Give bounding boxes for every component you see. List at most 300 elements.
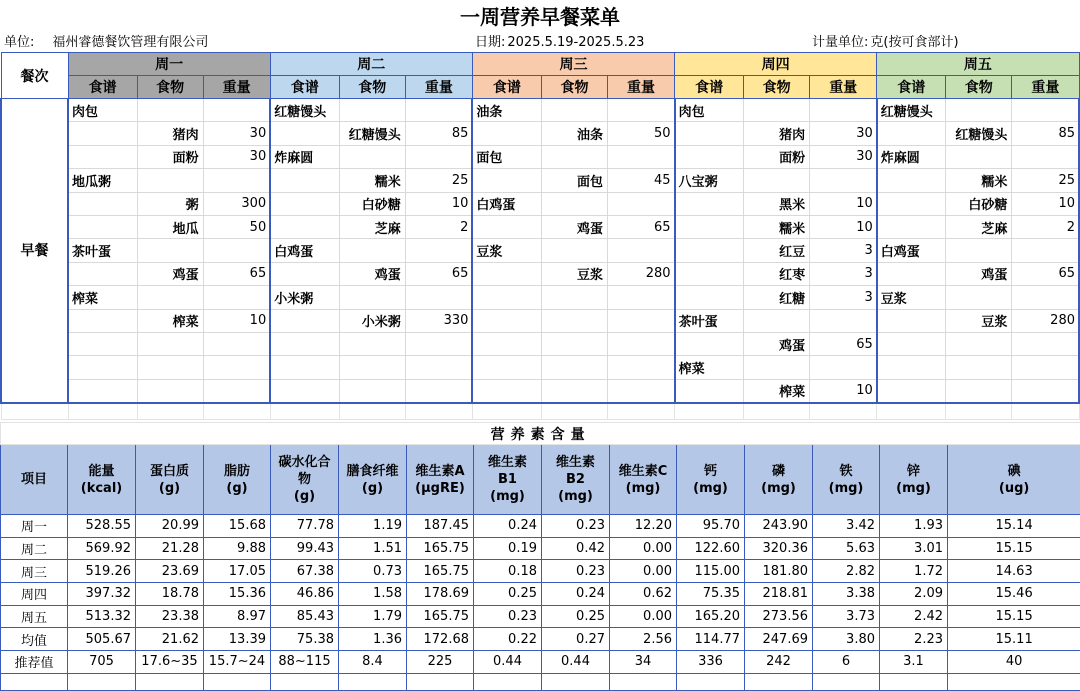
nutrition-value-cell: 336 [677, 651, 745, 674]
nutrition-value-cell: 3.73 [813, 605, 880, 628]
menu-recipe-cell [675, 192, 744, 215]
menu-food-cell: 白砂糖 [339, 192, 405, 215]
nutrition-section-title: 营养素含量 [1, 423, 1080, 445]
menu-food-cell: 鸡蛋 [137, 262, 203, 285]
menu-weight-cell [1012, 356, 1079, 379]
menu-food-cell: 面包 [541, 169, 607, 192]
menu-recipe-cell [68, 145, 137, 168]
spacer-cell [675, 403, 744, 420]
nutrition-value-cell: 187.45 [407, 515, 474, 538]
menu-recipe-cell [675, 379, 744, 402]
nutrition-value-cell: 99.43 [271, 537, 339, 560]
menu-food-cell: 鸡蛋 [744, 332, 810, 355]
menu-recipe-cell [270, 262, 339, 285]
spacer-cell [203, 403, 270, 420]
spacer-cell [68, 673, 136, 690]
nutrition-value-cell: 2.42 [880, 605, 948, 628]
menu-recipe-cell: 榨菜 [675, 356, 744, 379]
menu-food-cell [946, 356, 1012, 379]
nutrition-value-cell: 1.79 [339, 605, 407, 628]
nutrition-value-cell: 0.25 [474, 583, 542, 606]
menu-weight-cell [405, 286, 472, 309]
sub-header-food: 食物 [541, 76, 607, 99]
nutrition-value-cell: 0.24 [542, 583, 610, 606]
menu-recipe-cell [270, 215, 339, 238]
nutrition-value-cell: 3.80 [813, 628, 880, 651]
nutrition-value-cell: 34 [610, 651, 677, 674]
menu-recipe-cell [68, 309, 137, 332]
nutrition-value-cell: 247.69 [745, 628, 813, 651]
menu-weight-cell: 30 [810, 145, 877, 168]
sub-header-recipe: 食谱 [675, 76, 744, 99]
nutrition-header-0: 项目 [1, 445, 68, 515]
spacer-cell [948, 673, 1080, 690]
nutrition-value-cell: 17.05 [204, 560, 271, 583]
menu-weight-cell [607, 332, 674, 355]
menu-weight-cell: 85 [405, 122, 472, 145]
nutrition-header-14: 碘 (ug) [948, 445, 1080, 515]
menu-food-cell: 红糖 [744, 286, 810, 309]
menu-food-cell [946, 239, 1012, 262]
menu-food-cell: 地瓜 [137, 215, 203, 238]
menu-weight-cell [607, 356, 674, 379]
nutrition-value-cell: 178.69 [407, 583, 474, 606]
menu-recipe-cell: 豆浆 [472, 239, 541, 262]
menu-food-cell: 红枣 [744, 262, 810, 285]
nutrition-value-cell: 705 [68, 651, 136, 674]
nutrition-value-cell: 0.18 [474, 560, 542, 583]
nutrition-value-cell: 15.36 [204, 583, 271, 606]
nutrition-header-4: 碳水化合 物 (g) [271, 445, 339, 515]
menu-recipe-cell: 肉包 [675, 99, 744, 122]
nutrition-value-cell: 243.90 [745, 515, 813, 538]
menu-recipe-cell: 炸麻圆 [877, 145, 946, 168]
nutrition-value-cell: 569.92 [68, 537, 136, 560]
nutrition-value-cell: 397.32 [68, 583, 136, 606]
menu-recipe-cell: 面包 [472, 145, 541, 168]
nutrition-value-cell: 75.35 [677, 583, 745, 606]
nutrition-value-cell: 5.63 [813, 537, 880, 560]
day-header-2: 周三 [472, 53, 674, 76]
nutrition-value-cell: 115.00 [677, 560, 745, 583]
menu-weight-cell: 25 [1012, 169, 1079, 192]
menu-food-cell [137, 332, 203, 355]
nutrition-value-cell: 0.27 [542, 628, 610, 651]
menu-weight-cell: 10 [810, 379, 877, 402]
spacer-cell [1012, 403, 1079, 420]
nutrition-header-5: 膳食纤维 (g) [339, 445, 407, 515]
spacer-cell [542, 673, 610, 690]
unit-value: 福州睿德餐饮管理有限公司 [52, 35, 208, 50]
nutrition-header-12: 铁 (mg) [813, 445, 880, 515]
nutrition-value-cell: 15.68 [204, 515, 271, 538]
menu-weight-cell: 25 [405, 169, 472, 192]
menu-recipe-cell: 地瓜粥 [68, 169, 137, 192]
nutrition-value-cell: 23.38 [136, 605, 204, 628]
spacer-cell [472, 403, 541, 420]
menu-food-cell: 鸡蛋 [946, 262, 1012, 285]
menu-weight-cell: 65 [405, 262, 472, 285]
nutrition-value-cell: 75.38 [271, 628, 339, 651]
menu-food-cell: 小米粥 [339, 309, 405, 332]
spacer-cell [607, 403, 674, 420]
nutrition-header-13: 锌 (mg) [880, 445, 948, 515]
spacer-cell [1, 673, 68, 690]
menu-weight-cell [607, 379, 674, 402]
menu-food-cell: 黑米 [744, 192, 810, 215]
menu-recipe-cell [270, 192, 339, 215]
menu-recipe-cell [472, 122, 541, 145]
spacer-cell [880, 673, 948, 690]
menu-recipe-cell [472, 379, 541, 402]
menu-food-cell [946, 332, 1012, 355]
nutrition-value-cell: 13.39 [204, 628, 271, 651]
menu-food-cell: 糯米 [946, 169, 1012, 192]
menu-recipe-cell [675, 145, 744, 168]
menu-weight-cell: 65 [810, 332, 877, 355]
menu-recipe-cell: 白鸡蛋 [270, 239, 339, 262]
menu-food-cell [744, 169, 810, 192]
menu-weight-cell [1012, 99, 1079, 122]
spacer-cell [813, 673, 880, 690]
menu-weight-cell [810, 99, 877, 122]
spacer-cell [745, 673, 813, 690]
menu-weight-cell: 10 [810, 215, 877, 238]
nutrition-header-6: 维生素A (μgRE) [407, 445, 474, 515]
nutrition-row-label: 周五 [1, 605, 68, 628]
nutrition-value-cell: 172.68 [407, 628, 474, 651]
nutrition-value-cell: 8.4 [339, 651, 407, 674]
menu-food-cell: 榨菜 [744, 379, 810, 402]
menu-weight-cell [607, 286, 674, 309]
spacer-cell [339, 673, 407, 690]
date-label: 日期: [475, 35, 505, 50]
menu-food-cell [339, 356, 405, 379]
menu-recipe-cell: 红糖馒头 [877, 99, 946, 122]
menu-food-cell: 粥 [137, 192, 203, 215]
nutrition-value-cell: 1.51 [339, 537, 407, 560]
menu-food-cell: 猪肉 [744, 122, 810, 145]
menu-recipe-cell: 白鸡蛋 [472, 192, 541, 215]
menu-table [0, 52, 1080, 420]
menu-recipe-cell: 小米粥 [270, 286, 339, 309]
nutrition-value-cell: 513.32 [68, 605, 136, 628]
nutrition-value-cell: 114.77 [677, 628, 745, 651]
date-value: 2025.5.19-2025.5.23 [507, 35, 644, 50]
menu-food-cell: 鸡蛋 [541, 215, 607, 238]
nutrition-value-cell: 21.28 [136, 537, 204, 560]
menu-food-cell [541, 145, 607, 168]
spacer-cell [204, 673, 271, 690]
nutrition-value-cell: 21.62 [136, 628, 204, 651]
day-header-3: 周四 [675, 53, 877, 76]
spacer-cell [136, 673, 204, 690]
sub-header-weight: 重量 [405, 76, 472, 99]
page-title: 一周营养早餐菜单 [0, 0, 1080, 34]
nutrition-value-cell: 88~115 [271, 651, 339, 674]
menu-food-cell [744, 356, 810, 379]
menu-weight-cell [203, 332, 270, 355]
day-header-1: 周二 [270, 53, 472, 76]
menu-food-cell: 豆浆 [946, 309, 1012, 332]
nutrition-header-3: 脂肪 (g) [204, 445, 271, 515]
nutrition-value-cell: 0.25 [542, 605, 610, 628]
menu-food-cell: 白砂糖 [946, 192, 1012, 215]
unit-label: 单位: [4, 35, 34, 50]
menu-weight-cell [203, 356, 270, 379]
menu-recipe-cell [68, 192, 137, 215]
menu-recipe-cell [877, 309, 946, 332]
menu-weight-cell [607, 309, 674, 332]
menu-recipe-cell [877, 356, 946, 379]
menu-food-cell [137, 169, 203, 192]
menu-weight-cell [810, 356, 877, 379]
menu-food-cell: 糯米 [744, 215, 810, 238]
menu-recipe-cell [877, 215, 946, 238]
spacer-cell [744, 403, 810, 420]
nutrition-value-cell: 3.01 [880, 537, 948, 560]
menu-food-cell: 榨菜 [137, 309, 203, 332]
nutrition-value-cell: 77.78 [271, 515, 339, 538]
nutrition-value-cell: 0.00 [610, 537, 677, 560]
menu-recipe-cell [877, 262, 946, 285]
menu-recipe-cell [68, 356, 137, 379]
nutrition-value-cell: 15.46 [948, 583, 1080, 606]
company-info [4, 34, 226, 52]
menu-food-cell [541, 286, 607, 309]
menu-food-cell [744, 99, 810, 122]
menu-food-cell [946, 99, 1012, 122]
menu-recipe-cell [472, 356, 541, 379]
nutrition-value-cell: 0.62 [610, 583, 677, 606]
menu-weight-cell: 65 [607, 215, 674, 238]
menu-recipe-cell: 茶叶蛋 [68, 239, 137, 262]
menu-weight-cell [405, 379, 472, 402]
nutrition-header-10: 钙 (mg) [677, 445, 745, 515]
menu-weight-cell [607, 192, 674, 215]
spacer-cell [610, 673, 677, 690]
menu-food-cell [339, 379, 405, 402]
menu-weight-cell [1012, 239, 1079, 262]
menu-food-cell: 红豆 [744, 239, 810, 262]
day-header-0: 周一 [68, 53, 270, 76]
menu-food-cell: 芝麻 [339, 215, 405, 238]
sub-header-food: 食物 [339, 76, 405, 99]
nutrition-value-cell: 15.11 [948, 628, 1080, 651]
menu-weight-cell: 30 [810, 122, 877, 145]
menu-weight-cell [1012, 332, 1079, 355]
nutrition-value-cell: 15.7~24 [204, 651, 271, 674]
nutrition-row-label: 周三 [1, 560, 68, 583]
spacer-cell [405, 403, 472, 420]
nutrition-value-cell: 181.80 [745, 560, 813, 583]
menu-recipe-cell [877, 192, 946, 215]
nutrition-header-8: 维生素 B2 (mg) [542, 445, 610, 515]
menu-weight-cell: 3 [810, 286, 877, 309]
nutrition-value-cell: 165.75 [407, 605, 474, 628]
menu-food-cell: 油条 [541, 122, 607, 145]
nutrition-value-cell: 46.86 [271, 583, 339, 606]
nutrition-value-cell: 0.00 [610, 605, 677, 628]
nutrition-row-label: 周二 [1, 537, 68, 560]
nutrition-value-cell: 3.42 [813, 515, 880, 538]
menu-weight-cell [203, 286, 270, 309]
nutrition-value-cell: 23.69 [136, 560, 204, 583]
menu-recipe-cell [877, 169, 946, 192]
menu-food-cell [541, 192, 607, 215]
menu-food-cell [541, 332, 607, 355]
menu-food-cell [946, 286, 1012, 309]
nutrition-value-cell: 0.44 [474, 651, 542, 674]
menu-food-cell: 红糖馒头 [946, 122, 1012, 145]
nutrition-value-cell: 15.15 [948, 537, 1080, 560]
nutrition-value-cell: 1.36 [339, 628, 407, 651]
menu-weight-cell: 10 [810, 192, 877, 215]
nutrition-value-cell: 320.36 [745, 537, 813, 560]
menu-weight-cell [405, 239, 472, 262]
menu-weight-cell: 30 [203, 122, 270, 145]
menu-food-cell: 面粉 [137, 145, 203, 168]
menu-weight-cell [405, 99, 472, 122]
sub-header-recipe: 食谱 [877, 76, 946, 99]
menu-recipe-cell [675, 239, 744, 262]
menu-recipe-cell: 炸麻圆 [270, 145, 339, 168]
nutrition-value-cell: 0.24 [474, 515, 542, 538]
sub-header-food: 食物 [137, 76, 203, 99]
menu-food-cell [137, 356, 203, 379]
nutrition-value-cell: 273.56 [745, 605, 813, 628]
menu-recipe-cell: 红糖馒头 [270, 99, 339, 122]
menu-food-cell [744, 309, 810, 332]
nutrition-value-cell: 2.23 [880, 628, 948, 651]
menu-weight-cell: 3 [810, 239, 877, 262]
menu-recipe-cell [68, 122, 137, 145]
sub-header-weight: 重量 [607, 76, 674, 99]
spacer-cell [339, 403, 405, 420]
nutrition-value-cell: 0.73 [339, 560, 407, 583]
spacer-cell [68, 403, 137, 420]
menu-food-cell [541, 379, 607, 402]
menu-recipe-cell [270, 379, 339, 402]
nutrition-row-label: 推荐值 [1, 651, 68, 674]
menu-recipe-cell [675, 286, 744, 309]
nutrition-value-cell: 18.78 [136, 583, 204, 606]
menu-recipe-cell: 榨菜 [68, 286, 137, 309]
menu-food-cell [137, 286, 203, 309]
menu-recipe-cell [675, 262, 744, 285]
nutrition-value-cell: 40 [948, 651, 1080, 674]
meal-name: 早餐 [1, 99, 68, 403]
menu-food-cell [946, 379, 1012, 402]
nutrition-value-cell: 3.38 [813, 583, 880, 606]
nutrition-value-cell: 519.26 [68, 560, 136, 583]
measure-value: 克(按可食部计) [870, 35, 958, 50]
nutrition-value-cell: 0.44 [542, 651, 610, 674]
menu-recipe-cell [877, 122, 946, 145]
nutrition-value-cell: 2.56 [610, 628, 677, 651]
menu-food-cell: 面粉 [744, 145, 810, 168]
spacer-cell [271, 673, 339, 690]
menu-weight-cell [1012, 379, 1079, 402]
nutrition-value-cell: 165.20 [677, 605, 745, 628]
menu-weight-cell: 280 [1012, 309, 1079, 332]
nutrition-value-cell: 2.09 [880, 583, 948, 606]
nutrition-value-cell: 0.23 [542, 515, 610, 538]
nutrition-value-cell: 95.70 [677, 515, 745, 538]
menu-food-cell [339, 332, 405, 355]
menu-weight-cell [1012, 145, 1079, 168]
nutrition-value-cell: 165.75 [407, 537, 474, 560]
measure-label: 计量单位: [812, 35, 868, 50]
menu-recipe-cell [68, 215, 137, 238]
menu-recipe-cell [472, 332, 541, 355]
nutrition-header-7: 维生素 B1 (mg) [474, 445, 542, 515]
menu-food-cell [946, 145, 1012, 168]
nutrition-value-cell: 17.6~35 [136, 651, 204, 674]
nutrition-row-label: 周一 [1, 515, 68, 538]
nutrition-value-cell: 8.97 [204, 605, 271, 628]
menu-weight-cell: 280 [607, 262, 674, 285]
menu-food-cell: 豆浆 [541, 262, 607, 285]
menu-recipe-cell [675, 122, 744, 145]
menu-weight-cell: 65 [1012, 262, 1079, 285]
nutrition-value-cell: 0.23 [542, 560, 610, 583]
menu-food-cell: 糯米 [339, 169, 405, 192]
sub-header-recipe: 食谱 [68, 76, 137, 99]
nutrition-value-cell: 218.81 [745, 583, 813, 606]
nutrition-value-cell: 505.67 [68, 628, 136, 651]
nutrition-header-1: 能量 (kcal) [68, 445, 136, 515]
menu-food-cell [541, 239, 607, 262]
nutrition-value-cell: 165.75 [407, 560, 474, 583]
menu-recipe-cell [472, 286, 541, 309]
menu-weight-cell: 50 [607, 122, 674, 145]
menu-weight-cell: 85 [1012, 122, 1079, 145]
menu-food-cell [541, 309, 607, 332]
spacer-cell [877, 403, 946, 420]
menu-weight-cell [405, 145, 472, 168]
spacer-cell [541, 403, 607, 420]
menu-food-cell [339, 99, 405, 122]
nutrition-value-cell: 1.93 [880, 515, 948, 538]
nutrition-value-cell: 242 [745, 651, 813, 674]
spacer-cell [474, 673, 542, 690]
sub-header-weight: 重量 [1012, 76, 1079, 99]
menu-weight-cell: 10 [405, 192, 472, 215]
menu-weight-cell [607, 99, 674, 122]
nutrition-value-cell: 0.22 [474, 628, 542, 651]
sub-header-weight: 重量 [810, 76, 877, 99]
menu-recipe-cell [270, 122, 339, 145]
menu-recipe-cell [270, 332, 339, 355]
menu-recipe-cell: 油条 [472, 99, 541, 122]
spacer-cell [1, 403, 68, 420]
spacer-cell [137, 403, 203, 420]
menu-weight-cell: 30 [203, 145, 270, 168]
nutrition-value-cell: 15.14 [948, 515, 1080, 538]
menu-recipe-cell: 八宝粥 [675, 169, 744, 192]
nutrition-value-cell: 225 [407, 651, 474, 674]
day-header-4: 周五 [877, 53, 1079, 76]
menu-weight-cell [405, 356, 472, 379]
nutrition-value-cell: 0.23 [474, 605, 542, 628]
menu-recipe-cell [472, 262, 541, 285]
spacer-cell [810, 403, 877, 420]
menu-food-cell [339, 145, 405, 168]
sub-header-weight: 重量 [203, 76, 270, 99]
nutrition-table [0, 422, 1080, 691]
menu-recipe-cell [675, 215, 744, 238]
